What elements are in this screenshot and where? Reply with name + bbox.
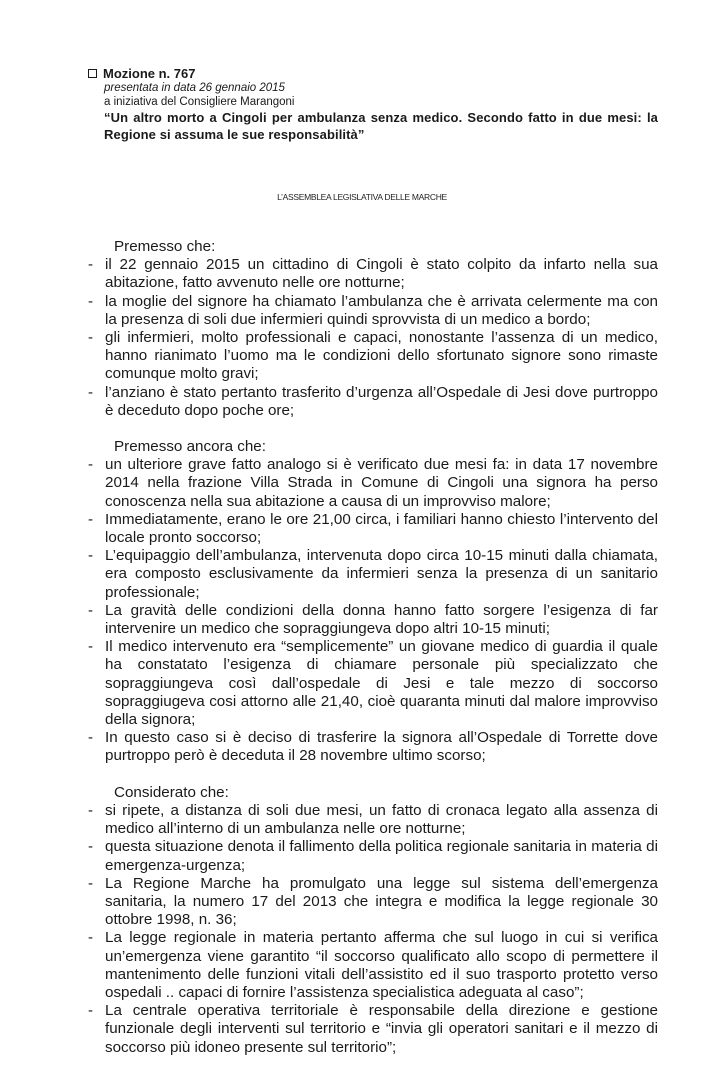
checkbox-square-icon	[88, 69, 97, 78]
dash-bullet: -	[88, 547, 94, 565]
list-item: - Il medico intervenuto era “semplicemente” un giovane medico di guardia il quale ha constatato l’esigenza di chiamare personale più specializzato che sopraggiungeva così dall’ospedale di Jesi e tale mezzo di soccorso sopraggiugeva cosi attorno alle 21,40, cioè quaranta minuti dal malore improvviso della signora;	[88, 638, 658, 729]
dash-bullet: -	[88, 1002, 94, 1020]
motion-title: “Un altro morto a Cingoli per ambulanza senza medico. Secondo fatto in due mesi: la Regione si assuma le sue responsabilità”	[104, 110, 658, 142]
dash-bullet: -	[88, 929, 94, 947]
list-item: - la moglie del signore ha chiamato l’ambulanza che è arrivata celermente ma con la presenza di soli due infermieri quindi sprovvista di un medico a bordo;	[88, 292, 658, 328]
list-item: - il 22 gennaio 2015 un cittadino di Cingoli è stato colpito da infarto nella sua abitazione, fatto avvenuto nelle ore notturne;	[88, 256, 658, 292]
list-item: - Immediatamente, erano le ore 21,00 circa, i familiari hanno chiesto l’intervento del locale pronto soccorso;	[88, 510, 658, 547]
section-premesso	[88, 238, 658, 420]
list-item: - La gravità delle condizioni della donna hanno fatto sorgere l’esigenza di far intervenire un medico che sopraggiungeva dopo altri 10-15 minuti;	[88, 601, 658, 638]
section-title: Considerato che:	[114, 783, 229, 801]
assembly-heading: L’ASSEMBLEA LEGISLATIVA DELLE MARCHE	[277, 192, 447, 202]
dash-bullet: -	[88, 838, 94, 856]
dash-bullet: -	[88, 329, 94, 347]
initiative: a iniziativa del Consigliere Marangoni	[104, 96, 295, 108]
list-item: - l’anziano è stato pertanto trasferito d’urgenza all’Ospedale di Jesi dove purtroppo è deceduto dopo poche ore;	[88, 383, 658, 419]
section-title: Premesso ancora che:	[114, 438, 266, 456]
dash-bullet: -	[88, 729, 94, 747]
dash-bullet: -	[88, 801, 94, 819]
motion-header	[88, 66, 658, 143]
dash-bullet: -	[88, 456, 94, 474]
dash-bullet: -	[88, 874, 94, 892]
dash-bullet: -	[88, 601, 94, 619]
list-item: - gli infermieri, molto professionali e capaci, nonostante l’assenza di un medico, hanno rianimato l’uomo ma le condizioni dello sfortunato signore sono rimaste comunque molto gravi;	[88, 329, 658, 383]
list-item: - L’equipaggio dell’ambulanza, intervenuta dopo circa 10-15 minuti dalla chiamata, era composto esclusivamente da infermieri senza la presenza di un sanitario professionale;	[88, 547, 658, 601]
section-title: Premesso che:	[114, 238, 216, 255]
list-item: - un ulteriore grave fatto analogo si è verificato due mesi fa: in data 17 novembre 2014 nella frazione Villa Strada in Comune di Cingoli una signora ha perso conoscenza nella sua abitazione a causa di un improvviso malore;	[88, 456, 658, 510]
motion-number-line	[88, 66, 658, 81]
list-item: - si ripete, a distanza di soli due mesi, un fatto di cronaca legato alla assenza di medico all’interno di un ambulanza nelle ore notturne;	[88, 801, 658, 838]
section-premesso-ancora	[88, 438, 658, 766]
dash-bullet: -	[88, 383, 94, 401]
dash-bullet: -	[88, 638, 94, 656]
section-considerato	[88, 784, 658, 1057]
presentation-date: presentata in data 26 gennaio 2015	[104, 82, 285, 94]
dash-bullet: -	[88, 292, 94, 310]
list-item: - La legge regionale in materia pertanto afferma che sul luogo in cui si verifica un’emergenza viene garantito “il soccorso qualificato allo scopo di permettere il mantenimento delle funzioni vitali dell’assistito ed il suo trasporto protetto verso ospedali .. capaci di fornire l’assistenza specialistica adeguata al caso”;	[88, 929, 658, 1001]
document-body	[88, 238, 658, 1075]
list-item: - questa situazione denota il fallimento della politica regionale sanitaria in materia di emergenza-urgenza;	[88, 838, 658, 874]
motion-number: Mozione n. 767	[103, 66, 196, 81]
list-item: - La Regione Marche ha promulgato una legge sul sistema dell’emergenza sanitaria, la numero 17 del 2013 che integra e modifica la legge regionale 30 ottobre 1998, n. 36;	[88, 874, 658, 929]
list-item: - In questo caso si è deciso di trasferire la signora all’Ospedale di Torrette dove purtroppo però è deceduta il 28 novembre ultimo scorso;	[88, 729, 658, 765]
dash-bullet: -	[88, 510, 94, 528]
dash-bullet: -	[88, 256, 94, 274]
list-item: - La centrale operativa territoriale è responsabile della direzione e gestione funzionale degli interventi sul territorio e “invia gli operatori sanitari e il mezzo di soccorso più idoneo presente sul territorio”;	[88, 1002, 658, 1056]
